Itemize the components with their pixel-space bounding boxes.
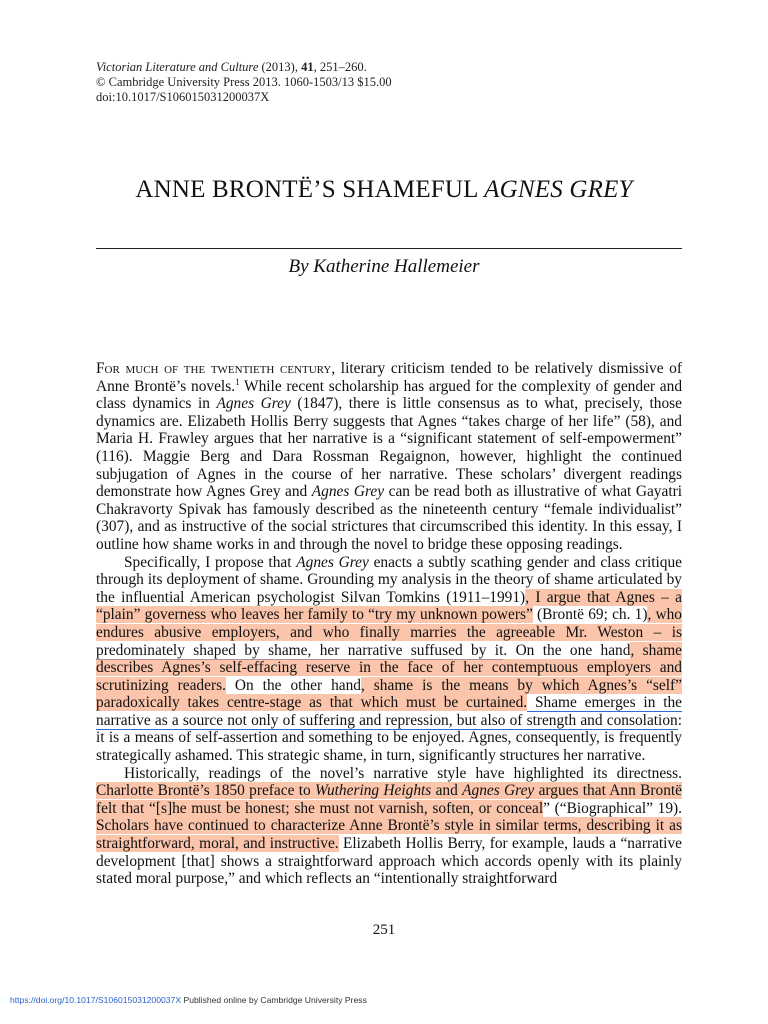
citation-header [96, 60, 392, 105]
italic-title: Agnes Grey [216, 395, 291, 413]
title-italic: AGNES GREY [484, 176, 633, 203]
opening-smallcaps: For much of the twentieth century [96, 360, 332, 377]
italic-title: Agnes Grey [462, 782, 535, 800]
underline-annotation[interactable]: Shame emerges in the narrative as a source not only of suffering and repression, but also of strength and consolation [96, 694, 682, 729]
title-rule [96, 248, 682, 249]
text-run: (1847), there is little consensus as to what, precisely, those dynamics are. Elizabeth Hollis Berry suggests that Agnes “takes charge of her life” (58), and Maria H. Frawley argues that her narrative is a “significant statement of self-empowerment” (116). Maggie Berg and Dara Rossman Regaignon, however, highlight the continued subjugation of Agnes in the course of her narrative. These scholars’ divergent readings demonstrate how Agnes Grey and [96, 395, 683, 501]
text-run: Historically, readings of the novel’s narrative style have highlighted its directness. [124, 764, 682, 782]
text-run: , literary criticism tended to be relatively dismissive of Anne Brontë’s novels. [96, 360, 682, 395]
text-run: Elizabeth Hollis Berry, for example, lauds a “narrative development [that] shows a straightforward approach which accords openly with its plainly stated moral purpose,” and which reflects an “intentionally straightforward [96, 835, 682, 888]
text-run: (Brontë 69; ch. 1) [532, 606, 648, 624]
journal-year: (2013), [258, 60, 302, 74]
text-run: Specifically, I propose that [124, 553, 297, 571]
copyright-line: © Cambridge University Press 2013. 1060-1503/13 $15.00 [96, 75, 392, 89]
italic-title: Agnes Grey [311, 483, 385, 501]
footer-text: Published online by Cambridge University Press [181, 995, 367, 1005]
highlight-annotation[interactable]: Scholars have continued to characterize Anne Brontë’s style in similar terms, describing it as straightforward, moral, and instructive. [96, 817, 682, 853]
text-run: can be read both as illustrative of what Gayatri Chakravorty Spivak has famously described as the nineteenth century “female individualist” (307), and as instructive of the social strictures that circumscribed this identity. In this essay, I outline how shame works in and through the novel to bridge these opposing readings. [96, 483, 682, 553]
highlight-annotation[interactable]: , I argue that Agnes – a “plain” governess who leaves her family to “try my unknown powers” [96, 588, 682, 624]
text-run: Charlotte Brontë’s 1850 preface to [96, 782, 315, 800]
journal-line [96, 60, 392, 75]
text-run: While recent scholarship has argued for the complexity of gender and class dynamics in [96, 377, 683, 413]
article-body[interactable] [96, 360, 682, 888]
text-run: : it is a means of self-assertion and something to be enjoyed. Agnes, consequently, is frequently strategically ashamed. This strategic shame, in turn, significantly structures her narrative. [96, 711, 682, 765]
page-number: 251 [372, 922, 396, 938]
text-run: and [431, 782, 463, 800]
article-title [0, 176, 768, 204]
journal-volume: 41 [301, 60, 314, 74]
author-byline: By Katherine Hallemeier [288, 256, 480, 277]
doi-link[interactable]: https://doi.org/10.1017/S106015031200037X [10, 995, 182, 1005]
text-run: argues that Ann Brontë felt that “[s]he must be honest; she must not varnish, soften, or conceal [96, 782, 683, 817]
italic-title: Agnes Grey [296, 553, 369, 571]
doi-line: doi:10.1017/S106015031200037X [96, 90, 270, 104]
paragraph-1 [96, 360, 682, 554]
highlight-annotation[interactable]: , shame describes Agnes’s self-effacing reserve in the face of her contemptuous employers and scrutinizing readers. [96, 641, 682, 694]
underline-annotation[interactable]: predominately shaped by shame, her narrative suffused by it [96, 641, 504, 659]
journal-name: Victorian Literature and Culture [96, 60, 259, 74]
footnote-marker[interactable]: 1 [235, 376, 240, 387]
highlight-annotation[interactable]: , shame is the means by which Agnes’s “self” paradoxically takes centre-stage as that which must be curtained. [96, 676, 682, 712]
text-run: ” (“Biographical” 19). [543, 799, 682, 817]
text-run: . On the one hand [503, 641, 631, 659]
paragraph-2 [96, 554, 682, 765]
journal-pages: , 251–260. [313, 60, 367, 74]
highlight-annotation[interactable]: , who endures abusive employers, and who finally marries the agreeable Mr. Weston – is [96, 606, 682, 641]
text-run: On the other hand [225, 676, 361, 694]
paragraph-3 [96, 765, 682, 888]
title-roman: ANNE BRONTË’S SHAMEFUL [135, 176, 485, 203]
text-run: enacts a subtly scathing gender and class critique through its deployment of shame. Grounding my analysis in the theory of shame articulated by the influential American psychologist Silvan Tomkins (1911–1991) [96, 553, 682, 606]
publisher-footer [10, 995, 367, 1005]
italic-title: Wuthering Heights [314, 782, 432, 800]
